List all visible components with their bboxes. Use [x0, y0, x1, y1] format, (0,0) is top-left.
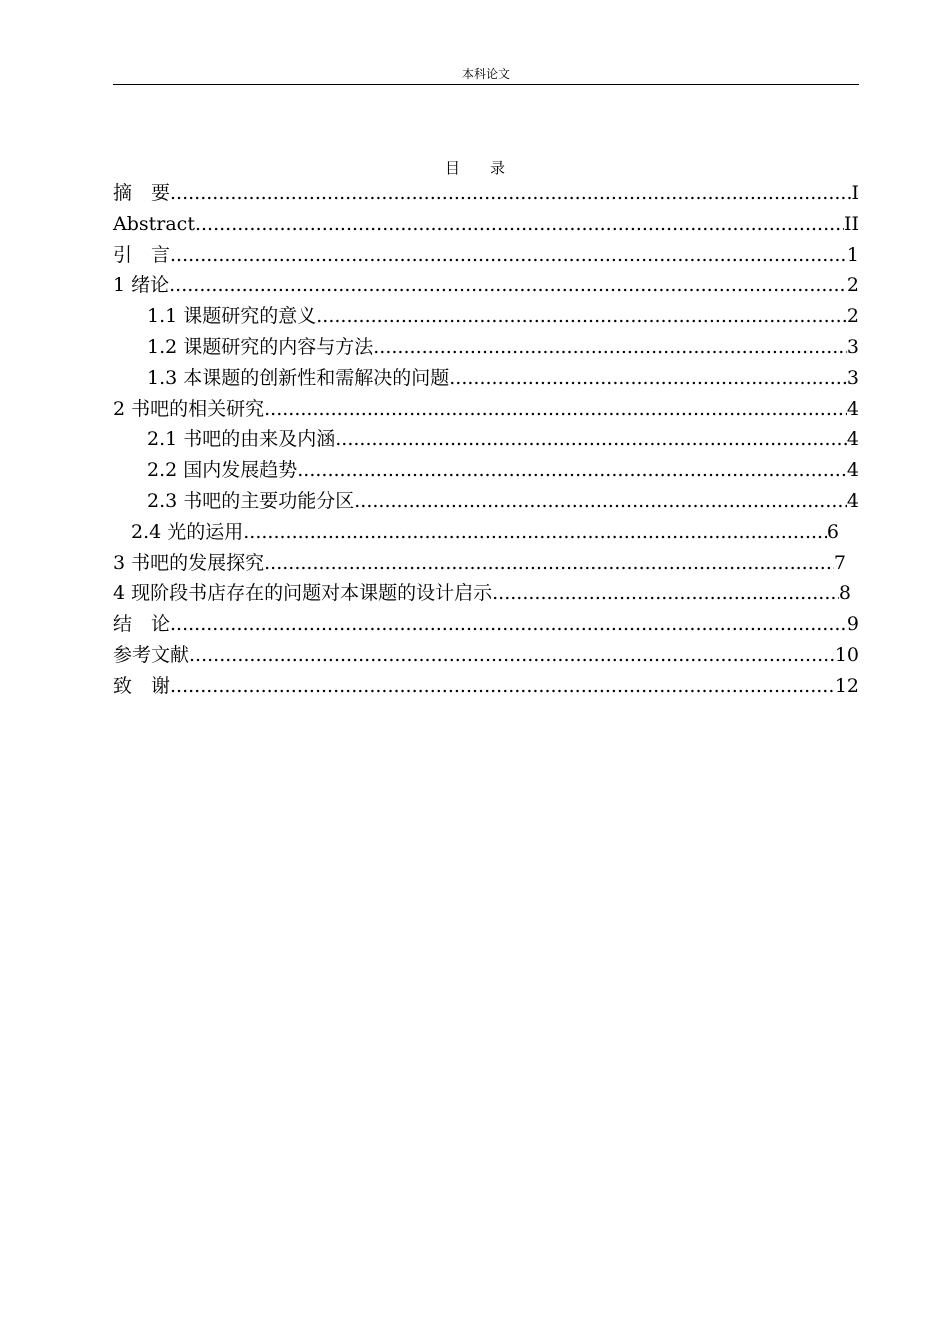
- toc-leader-dots: [335, 424, 847, 455]
- toc-entry-chapter-4[interactable]: [113, 578, 859, 609]
- toc-entry-label: 2 书吧的相关研究: [113, 397, 265, 420]
- toc-leader-dots: [243, 517, 827, 548]
- toc-entry-section-1-2[interactable]: [113, 332, 859, 363]
- toc-entry-page: 12: [834, 674, 859, 697]
- toc-leader-dots: [170, 240, 847, 271]
- toc-entry-acknowledgements[interactable]: [113, 671, 859, 702]
- toc-entry-page: 7: [833, 551, 846, 574]
- toc-entry-label: 引 言: [113, 243, 171, 266]
- toc-entry-chapter-2[interactable]: [113, 394, 859, 425]
- page-header: [113, 64, 859, 85]
- toc-entry-page: 9: [846, 613, 859, 636]
- toc-entry-page: II: [843, 212, 859, 235]
- toc-entry-page: 10: [834, 643, 859, 666]
- toc-entry-page: 4: [846, 459, 859, 482]
- toc-entry-page: 2: [846, 305, 859, 328]
- toc-entry-chapter-1[interactable]: [113, 270, 859, 301]
- toc-entry-label: 1 绪论: [113, 274, 170, 297]
- toc-leader-dots: [316, 301, 847, 332]
- toc-leader-dots: [170, 178, 851, 209]
- toc-entry-label: 2.1 书吧的由来及内涵: [147, 428, 336, 451]
- toc-entry-page: 3: [846, 335, 859, 358]
- toc-leader-dots: [373, 332, 847, 363]
- toc-entry-conclusion[interactable]: [113, 609, 859, 640]
- toc-entry-introduction[interactable]: [113, 240, 859, 271]
- toc-leader-dots: [170, 671, 835, 702]
- toc-entry-label: 2.2 国内发展趋势: [147, 459, 298, 482]
- toc-title-right: 录: [490, 159, 506, 177]
- toc-entry-section-1-1[interactable]: [113, 301, 859, 332]
- toc-entry-label: 1.1 课题研究的意义: [147, 305, 317, 328]
- toc-leader-dots: [195, 209, 844, 240]
- toc-entry-section-2-2[interactable]: [113, 455, 859, 486]
- toc-entry-label: 4 现阶段书店存在的问题对本课题的设计启示: [113, 582, 493, 605]
- toc-entry-references[interactable]: [113, 640, 859, 671]
- toc-title-left: 目: [444, 159, 460, 177]
- toc-entry-abstract-en[interactable]: [113, 209, 859, 240]
- toc-entry-label: 致 谢: [113, 674, 171, 697]
- toc-entry-label: Abstract: [113, 212, 195, 235]
- toc-entry-label: 结 论: [113, 613, 171, 636]
- toc-leader-dots: [264, 394, 847, 425]
- toc-entry-page: I: [851, 182, 859, 204]
- toc-entry-section-2-3[interactable]: [113, 486, 859, 517]
- toc-leader-dots: [492, 578, 839, 609]
- toc-leader-dots: [264, 548, 834, 579]
- toc-entry-page: 4: [846, 397, 859, 420]
- toc-leader-dots: [189, 640, 835, 671]
- toc-entry-abstract-cn[interactable]: [113, 178, 859, 209]
- toc-leader-dots: [170, 609, 847, 640]
- toc-entry-section-1-3[interactable]: [113, 363, 859, 394]
- toc-title: [0, 157, 950, 179]
- toc-entry-page: 4: [846, 428, 859, 451]
- table-of-contents: [113, 178, 859, 702]
- toc-leader-dots: [297, 455, 847, 486]
- toc-leader-dots: [354, 486, 847, 517]
- toc-entry-page: 3: [846, 366, 859, 389]
- toc-entry-label: 参考文献: [113, 643, 190, 666]
- header-title: 本科论文: [461, 67, 510, 81]
- toc-leader-dots: [169, 270, 847, 301]
- toc-entry-section-2-4[interactable]: [113, 517, 859, 548]
- toc-entry-label: 1.3 本课题的创新性和需解决的问题: [147, 366, 450, 389]
- toc-entry-page: 8: [838, 582, 851, 605]
- toc-entry-label: 2.3 书吧的主要功能分区: [147, 489, 355, 512]
- toc-entry-label: 3 书吧的发展探究: [113, 551, 265, 574]
- toc-entry-page: 4: [846, 489, 859, 512]
- toc-entry-label: 1.2 课题研究的内容与方法: [147, 335, 374, 358]
- toc-entry-label: 2.4 光的运用: [131, 520, 244, 543]
- toc-leader-dots: [449, 363, 847, 394]
- toc-entry-label: 摘 要: [113, 182, 171, 204]
- toc-entry-page: 1: [846, 243, 859, 266]
- toc-entry-page: 2: [846, 274, 859, 297]
- toc-entry-section-2-1[interactable]: [113, 424, 859, 455]
- toc-entry-page: 6: [826, 520, 839, 543]
- toc-entry-chapter-3[interactable]: [113, 548, 859, 579]
